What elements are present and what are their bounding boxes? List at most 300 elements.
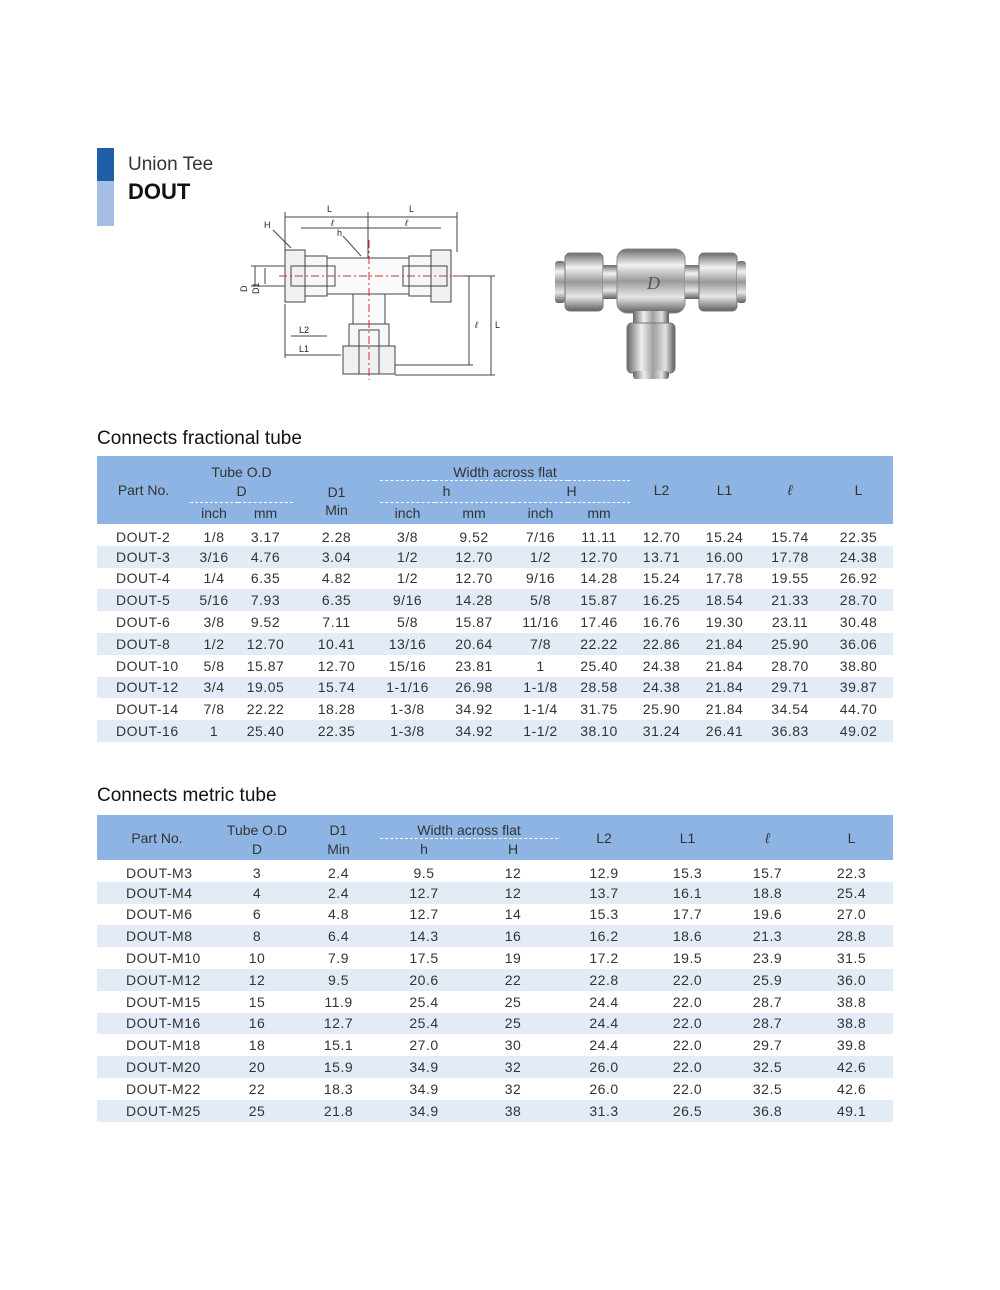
header-l-big: L [810, 815, 893, 860]
header-mm: mm [435, 502, 513, 524]
table-cell: 9.5 [413, 865, 435, 882]
part-number-cell: DOUT-M3 [126, 865, 193, 882]
table-cell: 20.6 [380, 969, 468, 991]
table-cell: 25.4 [409, 993, 439, 1010]
table-cell: 20 [217, 1056, 297, 1078]
table-cell: 5/8 [513, 589, 568, 611]
table-cell: 44.70 [839, 701, 878, 718]
header-mm: mm [568, 502, 630, 524]
table-row [97, 882, 893, 904]
part-number-cell: DOUT-16 [97, 720, 190, 742]
table-cell: 15.1 [323, 1037, 354, 1054]
table-cell: 32.5 [752, 1080, 783, 1097]
table-cell: 21.84 [693, 633, 756, 655]
header-part-no: Part No. [97, 456, 190, 524]
table-cell: 26.5 [650, 1100, 725, 1122]
table-cell: 6 [252, 906, 262, 923]
table-cell: 20.64 [435, 633, 513, 655]
table-cell: 2.4 [328, 865, 349, 882]
header-h-big: H [468, 838, 558, 860]
table-cell: 25.90 [756, 633, 824, 655]
table-cell: 25.9 [725, 969, 810, 991]
header-l1: L1 [693, 456, 756, 524]
table-cell: 1-1/8 [513, 677, 568, 699]
table-cell: 12 [217, 969, 297, 991]
table-cell: 15.87 [455, 614, 493, 631]
table-cell: 24.38 [824, 546, 893, 568]
table-cell: 24.4 [558, 1013, 650, 1035]
part-number-cell: DOUT-12 [97, 677, 190, 699]
header-d1: D1 [297, 815, 380, 838]
table-cell: 36.83 [756, 720, 824, 742]
part-number-cell: DOUT-M16 [97, 1013, 217, 1035]
table-row [97, 947, 893, 969]
table-cell: 15.24 [705, 529, 744, 546]
header-mm: mm [238, 502, 293, 524]
table-row [97, 1078, 893, 1100]
table-cell: 28.70 [771, 657, 809, 674]
table-cell: 1 [190, 720, 238, 742]
part-number-cell: DOUT-8 [97, 633, 190, 655]
table-cell: 22.22 [246, 701, 285, 718]
table-cell: 16.25 [630, 589, 693, 611]
table-cell: 4.82 [321, 570, 352, 587]
table-cell: 7.11 [322, 614, 351, 631]
table-cell: 15.7 [752, 865, 783, 882]
table-cell: 4 [217, 882, 297, 904]
table-cell: 12.70 [455, 570, 493, 587]
part-number-cell: DOUT-M4 [97, 882, 217, 904]
table-cell: 39.8 [836, 1037, 867, 1054]
drawing-label-h: h [337, 228, 343, 238]
table-cell: 22.0 [650, 1056, 725, 1078]
table-cell: 2.4 [297, 882, 380, 904]
table-cell: 39.87 [824, 677, 893, 699]
table-cell: 17.7 [672, 906, 703, 923]
table-cell: 12.70 [317, 657, 356, 674]
table-cell: 22 [468, 969, 558, 991]
table-cell: 1 [536, 657, 545, 674]
table-cell: 22 [248, 1080, 266, 1097]
table-cell: 21.84 [705, 701, 744, 718]
table-cell: 34.9 [409, 1080, 439, 1097]
table-row [97, 524, 893, 546]
metric-heading: Connects metric tube [97, 785, 277, 806]
table-row [97, 677, 893, 699]
header-l-big: L [824, 456, 893, 524]
table-cell: 12.9 [589, 865, 619, 882]
table-cell: 25.90 [642, 701, 681, 718]
table-cell: 24.4 [589, 1037, 619, 1054]
table-row [97, 1100, 893, 1122]
table-cell: 21.8 [297, 1100, 380, 1122]
header-min: Min [297, 838, 380, 860]
table-cell: 8 [217, 925, 297, 947]
table-cell: 49.1 [810, 1100, 893, 1122]
header-part-no: Part No. [97, 815, 217, 860]
drawing-label-L-right: L [409, 204, 415, 214]
table-cell: 25 [217, 1100, 297, 1122]
header-h-big: H [513, 480, 630, 502]
part-number-cell: DOUT-M18 [126, 1037, 201, 1054]
table-cell: 24.38 [642, 657, 681, 674]
table-cell: 15.24 [642, 570, 681, 587]
table-row [97, 1013, 893, 1035]
table-row [97, 655, 893, 677]
table-cell: 1/2 [190, 633, 238, 655]
table-cell: 7.93 [238, 589, 293, 611]
table-cell: 27.0 [409, 1037, 439, 1054]
table-cell: 12 [504, 865, 522, 882]
header-width-across-flat: Width across flat [380, 815, 558, 838]
table-cell: 15.3 [672, 865, 703, 882]
title-accent-bar-light [97, 181, 114, 226]
table-cell: 4.76 [238, 546, 293, 568]
table-cell: 5/8 [203, 657, 225, 674]
table-cell: 3/4 [190, 677, 238, 699]
table-cell: 14.28 [580, 570, 618, 587]
table-cell: 9/16 [380, 589, 435, 611]
table-cell: 22.0 [672, 1037, 703, 1054]
table-cell: 26.0 [589, 1080, 619, 1097]
header-tube-od: Tube O.D [190, 456, 293, 480]
table-row [97, 925, 893, 947]
table-cell: 2.28 [321, 529, 352, 546]
part-number-cell: DOUT-10 [116, 657, 179, 674]
part-number-cell: DOUT-M15 [126, 993, 201, 1010]
table-cell: 30.48 [839, 614, 878, 631]
table-cell: 3.17 [250, 529, 281, 546]
table-cell: 10.41 [293, 633, 380, 655]
product-subtitle: Union Tee [128, 154, 214, 175]
table-cell: 17.46 [580, 614, 618, 631]
drawing-label-H: H [264, 220, 271, 230]
table-cell: 25.4 [810, 882, 893, 904]
fractional-table [97, 456, 893, 742]
table-cell: 1/8 [203, 529, 225, 546]
part-number-cell: DOUT-M22 [126, 1080, 201, 1097]
table-cell: 12.70 [642, 529, 681, 546]
table-cell: 22.0 [650, 969, 725, 991]
table-cell: 29.7 [752, 1037, 783, 1054]
header-h-small: h [380, 838, 468, 860]
drawing-label-l-vertical: ℓ [475, 320, 478, 330]
header-inch: inch [380, 502, 435, 524]
table-row [97, 904, 893, 926]
product-title: DOUT [128, 179, 191, 204]
table-cell: 21.3 [725, 925, 810, 947]
photo-logo: D [647, 273, 660, 293]
drawing-label-D: D [239, 285, 249, 292]
table-cell: 7/16 [525, 529, 556, 546]
table-cell: 38.8 [836, 993, 867, 1010]
drawing-label-D1: D1 [251, 282, 261, 294]
header-l-small: ℓ [725, 815, 810, 860]
table-cell: 11.9 [324, 993, 353, 1010]
table-cell: 1/4 [203, 570, 225, 587]
metric-table [97, 815, 893, 1122]
part-number-cell: DOUT-M25 [97, 1100, 217, 1122]
table-cell: 19.5 [672, 950, 703, 967]
table-cell: 34.92 [455, 701, 493, 718]
table-cell: 38.10 [568, 720, 630, 742]
header-width-across-flat: Width across flat [380, 456, 630, 480]
table-cell: 12.70 [568, 546, 630, 568]
table-cell: 15.9 [297, 1056, 380, 1078]
table-cell: 22.35 [839, 529, 878, 546]
table-cell: 1-1/16 [380, 677, 435, 699]
table-row [97, 860, 893, 882]
table-cell: 6.35 [293, 589, 380, 611]
header-l2: L2 [630, 456, 693, 524]
table-cell: 22.86 [630, 633, 693, 655]
table-cell: 24.38 [630, 677, 693, 699]
table-cell: 28.58 [568, 677, 630, 699]
table-cell: 12.70 [238, 633, 293, 655]
table-cell: 38.80 [839, 657, 878, 674]
drawing-label-L2: L2 [299, 325, 310, 335]
table-cell: 22.0 [672, 993, 703, 1010]
table-cell: 32 [468, 1056, 558, 1078]
table-cell: 26.92 [839, 570, 878, 587]
table-cell: 1/2 [513, 546, 568, 568]
table-cell: 49.02 [824, 720, 893, 742]
table-cell: 17.2 [589, 950, 619, 967]
table-cell: 12 [468, 882, 558, 904]
table-cell: 29.71 [756, 677, 824, 699]
table-cell: 18.8 [725, 882, 810, 904]
table-cell: 1/2 [397, 570, 418, 587]
table-cell: 36.0 [810, 969, 893, 991]
table-cell: 15.3 [589, 906, 619, 923]
table-cell: 18 [248, 1037, 266, 1054]
table-cell: 12.70 [435, 546, 513, 568]
table-cell: 32.5 [725, 1056, 810, 1078]
table-cell: 3/16 [190, 546, 238, 568]
table-cell: 23.11 [771, 614, 809, 631]
table-cell: 21.33 [756, 589, 824, 611]
table-cell: 25 [468, 1013, 558, 1035]
table-cell: 6.35 [250, 570, 281, 587]
table-cell: 4.8 [328, 906, 349, 923]
header-d: D [217, 838, 297, 860]
drawing-label-L1: L1 [299, 344, 310, 354]
table-cell: 6.4 [297, 925, 380, 947]
table-cell: 13.7 [558, 882, 650, 904]
table-cell: 15.74 [293, 677, 380, 699]
table-row [97, 698, 893, 720]
table-cell: 1-1/4 [523, 701, 558, 718]
table-cell: 9/16 [525, 570, 556, 587]
table-cell: 15.74 [771, 529, 809, 546]
table-cell: 9.52 [459, 529, 489, 546]
drawing-label-L-vertical: L [495, 320, 501, 330]
table-cell: 22.35 [293, 720, 380, 742]
table-cell: 42.6 [810, 1056, 893, 1078]
table-cell: 1-3/8 [390, 701, 425, 718]
table-cell: 15.87 [246, 657, 285, 674]
header-d: D [190, 480, 293, 502]
table-cell: 11.11 [581, 529, 617, 546]
table-cell: 7/8 [203, 701, 225, 718]
table-cell: 17.78 [705, 570, 744, 587]
table-cell: 1-3/8 [380, 720, 435, 742]
table-row [97, 720, 893, 742]
title-accent-bar-dark [97, 148, 114, 181]
table-cell: 14.28 [435, 589, 513, 611]
table-cell: 14.3 [380, 925, 468, 947]
table-cell: 26.98 [435, 677, 513, 699]
table-cell: 25.40 [238, 720, 293, 742]
table-cell: 19 [504, 950, 522, 967]
part-number-cell: DOUT-3 [97, 546, 190, 568]
table-cell: 42.6 [836, 1080, 867, 1097]
header-l2: L2 [558, 815, 650, 860]
table-cell: 18.28 [317, 701, 356, 718]
part-number-cell: DOUT-M20 [97, 1056, 217, 1078]
table-cell: 16.1 [650, 882, 725, 904]
part-number-cell: DOUT-4 [116, 570, 171, 587]
table-cell: 28.7 [725, 1013, 810, 1035]
table-cell: 12.7 [380, 882, 468, 904]
header-l-small: ℓ [756, 456, 824, 524]
header-d1: D1 [293, 456, 380, 502]
header-inch: inch [513, 502, 568, 524]
table-cell: 5/16 [190, 589, 238, 611]
part-number-cell: DOUT-5 [97, 589, 190, 611]
table-cell: 15 [248, 993, 266, 1010]
table-cell: 38 [468, 1100, 558, 1122]
table-cell: 3 [252, 865, 262, 882]
table-cell: 17.78 [756, 546, 824, 568]
part-number-cell: DOUT-M10 [126, 950, 201, 967]
table-cell: 23.9 [752, 950, 783, 967]
table-cell: 34.92 [435, 720, 513, 742]
table-cell: 22.0 [650, 1013, 725, 1035]
table-cell: 1/2 [380, 546, 435, 568]
header-tube-od: Tube O.D [217, 815, 297, 838]
part-number-cell: DOUT-M8 [97, 925, 217, 947]
table-cell: 3.04 [293, 546, 380, 568]
table-cell: 19.30 [705, 614, 744, 631]
header-h-small: h [380, 480, 513, 502]
fractional-heading: Connects fractional tube [97, 428, 302, 449]
drawing-label-l-right: ℓ [405, 218, 408, 228]
table-cell: 16.2 [558, 925, 650, 947]
table-cell: 3/8 [397, 529, 418, 546]
table-cell: 25.4 [380, 1013, 468, 1035]
header-min: Min [293, 502, 380, 524]
table-cell: 7/8 [513, 633, 568, 655]
table-cell: 13/16 [380, 633, 435, 655]
table-cell: 34.9 [380, 1056, 468, 1078]
table-cell: 16 [217, 1013, 297, 1035]
header-inch: inch [190, 502, 238, 524]
product-photo [553, 245, 748, 380]
table-cell: 18.54 [693, 589, 756, 611]
table-cell: 7.9 [328, 950, 349, 967]
table-cell: 15/16 [388, 657, 427, 674]
table-cell: 19.05 [238, 677, 293, 699]
table-cell: 25.40 [580, 657, 618, 674]
table-row [97, 969, 893, 991]
table-cell: 21.84 [705, 657, 744, 674]
part-number-cell: DOUT-2 [116, 529, 171, 546]
table-cell: 31.24 [630, 720, 693, 742]
table-cell: 13.71 [630, 546, 693, 568]
header-l1: L1 [650, 815, 725, 860]
table-cell: 36.8 [725, 1100, 810, 1122]
drawing-label-L-left: L [327, 204, 333, 214]
table-cell: 31.75 [580, 701, 618, 718]
table-cell: 22.3 [836, 865, 867, 882]
table-cell: 18.3 [323, 1080, 354, 1097]
table-cell: 18.6 [650, 925, 725, 947]
table-cell: 22.22 [568, 633, 630, 655]
table-cell: 22.8 [558, 969, 650, 991]
table-row [97, 633, 893, 655]
table-cell: 31.5 [836, 950, 867, 967]
table-cell: 12.7 [409, 906, 439, 923]
table-cell: 25 [504, 993, 522, 1010]
table-cell: 23.81 [455, 657, 493, 674]
table-cell: 26.0 [558, 1056, 650, 1078]
table-cell: 38.8 [810, 1013, 893, 1035]
table-cell: 30 [504, 1037, 522, 1054]
table-cell: 21.84 [693, 677, 756, 699]
table-cell: 15.87 [568, 589, 630, 611]
table-cell: 32 [504, 1080, 522, 1097]
table-cell: 3/8 [203, 614, 225, 631]
table-cell: 16 [468, 925, 558, 947]
table-cell: 11/16 [522, 614, 559, 631]
table-cell: 34.54 [771, 701, 809, 718]
table-cell: 16.76 [642, 614, 681, 631]
table-cell: 16.00 [693, 546, 756, 568]
table-cell: 14 [504, 906, 522, 923]
table-cell: 26.41 [693, 720, 756, 742]
dimension-drawing [233, 200, 503, 382]
table-cell: 24.4 [589, 993, 619, 1010]
table-row [97, 568, 893, 590]
table-cell: 1-1/2 [513, 720, 568, 742]
table-cell: 10 [248, 950, 266, 967]
table-row [97, 546, 893, 568]
table-cell: 9.5 [297, 969, 380, 991]
drawing-label-l-left: ℓ [331, 218, 334, 228]
table-row [97, 589, 893, 611]
table-cell: 17.5 [409, 950, 439, 967]
table-cell: 19.55 [771, 570, 809, 587]
part-number-cell: DOUT-M12 [97, 969, 217, 991]
table-cell: 22.0 [672, 1080, 703, 1097]
table-row [97, 611, 893, 633]
table-row [97, 1034, 893, 1056]
part-number-cell: DOUT-14 [116, 701, 179, 718]
table-cell: 28.8 [810, 925, 893, 947]
table-row [97, 1056, 893, 1078]
table-cell: 28.7 [752, 993, 783, 1010]
table-cell: 5/8 [397, 614, 418, 631]
table-cell: 27.0 [836, 906, 867, 923]
table-cell: 28.70 [824, 589, 893, 611]
part-number-cell: DOUT-M6 [126, 906, 193, 923]
table-cell: 12.7 [297, 1013, 380, 1035]
table-cell: 34.9 [380, 1100, 468, 1122]
table-cell: 9.52 [250, 614, 281, 631]
table-cell: 19.6 [752, 906, 783, 923]
table-cell: 36.06 [824, 633, 893, 655]
